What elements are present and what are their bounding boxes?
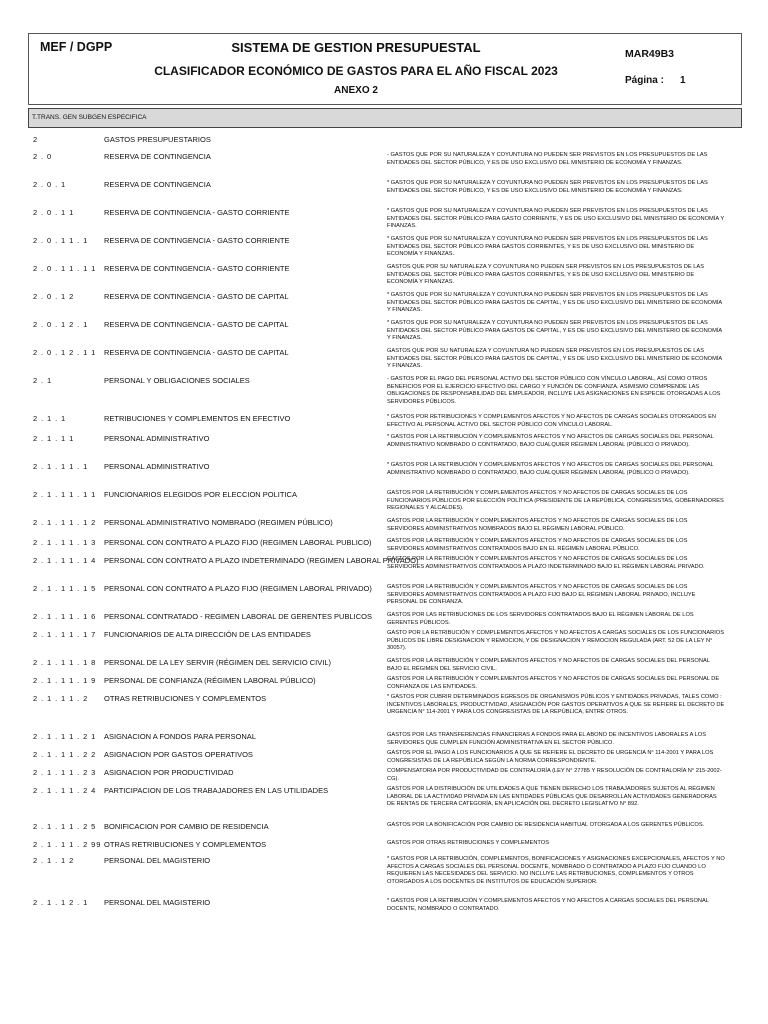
row-name: RESERVA DE CONTINGENCIA - GASTO DE CAPITAL xyxy=(104,348,289,357)
row-description: GASTOS POR LA RETRIBUCIÓN Y COMPLEMENTOS AFECTOS Y NO AFECTOS DE CARGAS SOCIALES DE LOS SERVIDORES ADMINISTRATIVOS NOMBRADOS BAJO EL RÉGIMEN LABORAL PÚBLICO. xyxy=(387,518,688,532)
report-code: MAR49B3 xyxy=(625,48,675,60)
row-name: PERSONAL CON CONTRATO A PLAZO INDETERMINADO (REGIMEN LABORAL PRIVADO) xyxy=(104,556,419,565)
row-description: GASTOS POR LA BONIFICACIÓN POR CAMBIO DE RESIDENCIA HABITUAL OTORGADA A LOS GERENTES PÚBLICOS. xyxy=(387,822,705,828)
row-name: ASIGNACION POR PRODUCTIVIDAD xyxy=(104,768,234,777)
row-code: 2 . 0 . 1 1 . 1 xyxy=(33,236,89,245)
row-code: 2 . 0 . 1 xyxy=(33,180,67,189)
row-name: FUNCIONARIOS DE ALTA DIRECCIÓN DE LAS ENTIDADES xyxy=(104,630,311,639)
row-description: GASTOS POR LA RETRIBUCIÓN Y COMPLEMENTOS AFECTOS Y NO AFECTOS DE CARGAS SOCIALES DE LOS SERVIDORES ADMINISTRATIVOS CONTRATADOS A PLAZO FIJO BAJO EL RÉGIMEN LABORAL PRIVADO, INCLUYE PERSONAL DE CONFIANZA. xyxy=(387,584,696,605)
row-description: * GASTOS POR RETRIBUCIONES Y COMPLEMENTOS AFECTOS Y NO AFECTOS DE CARGAS SOCIALES OTORGADOS EN EFECTIVO AL PERSONAL ACTIVO DEL SECTOR PÚBLICO CON VÍNCULO LABORAL. xyxy=(387,414,717,428)
row-description: GASTOS POR EL PAGO A LOS FUNCIONARIOS A QUE SE REFIERE EL DECRETO DE URGENCIA N° 114-2001 Y PARA LOS CONGRESISTAS DE LA REPÚBLICA SEGÚN LA NORMA CORRESPONDIENTE. xyxy=(387,750,714,764)
row-name: ASIGNACION POR GASTOS OPERATIVOS xyxy=(104,750,253,759)
row-code: 2 . 1 . 1 1 . 2 2 xyxy=(33,750,97,759)
row-description: GASTOS POR LAS TRANSFERENCIAS FINANCIERAS A FONDOS PARA EL ABONO DE INCENTIVOS LABORALES A LOS SERVIDORES QUE CUMPLEN FUNCIÓN ADMINISTRATIVA EN EL SECTOR PÚBLICO. xyxy=(387,732,707,746)
row-code: 2 . 1 . 1 1 . 1 1 xyxy=(33,490,97,499)
page-number: 1 xyxy=(680,75,686,86)
row-code: 2 xyxy=(33,135,39,144)
row-description: GASTOS QUE POR SU NATURALEZA Y COYUNTURA NO PUEDEN SER PREVISTOS EN LOS PRESUPUESTOS DE LAS ENTIDADES DEL SECTOR PÚBLICO PARA GASTOS DE CAPITAL, Y ES DE USO EXCLUSIVO DEL MINISTERIO DE ECONOMÍA Y FINANZAS. xyxy=(387,348,722,369)
row-code: 2 . 0 xyxy=(33,152,53,161)
row-code: 2 . 1 . 1 1 . 2 5 xyxy=(33,822,97,831)
row-name: PERSONAL ADMINISTRATIVO NOMBRADO (REGIMEN PÚBLICO) xyxy=(104,518,333,527)
row-name: PERSONAL DE CONFIANZA (RÉGIMEN LABORAL PÚBLICO) xyxy=(104,676,316,685)
row-code: 2 . 1 . 1 1 . 2 99 xyxy=(33,840,102,849)
row-description: * GASTOS QUE POR SU NATURALEZA Y COYUNTURA NO PUEDEN SER PREVISTOS EN LOS PRESUPUESTOS DE LAS ENTIDADES DEL SECTOR PÚBLICO PARA GASTOS DE CAPITAL, Y ES DE USO EXCLUSIVO DEL MINISTERIO DE ECONOMÍA Y FINANZAS. xyxy=(387,320,722,341)
row-description: GASTOS POR LA RETRIBUCIÓN Y COMPLEMENTOS AFECTOS Y NO AFECTOS DE CARGAS SOCIALES DEL PERSONAL BAJO EL RÉGIMEN DEL SERVICIO CIVIL. xyxy=(387,658,710,672)
page-label: Página : xyxy=(625,75,664,86)
row-code: 2 . 1 . 1 1 . 1 7 xyxy=(33,630,97,639)
row-description: GASTO POR LA RETRIBUCIÓN Y COMPLEMENTOS AFECTOS Y NO AFECTOS A CARGAS SOCIALES DE LOS FUNCIONARIOS PÚBLICOS DE LIBRE DESIGNACION Y REMOCION, Y DE DESIGNACION Y REMOCION REGULADA (ART. 52 DE LA LEY N° 30057). xyxy=(387,630,725,651)
row-code: 2 . 1 . 1 1 . 1 5 xyxy=(33,584,97,593)
row-code: 2 . 1 . 1 xyxy=(33,414,67,423)
row-code: 2 . 1 . 1 1 . 2 4 xyxy=(33,786,97,795)
row-name: RESERVA DE CONTINGENCIA - GASTO DE CAPITAL xyxy=(104,320,289,329)
row-name: PERSONAL DE LA LEY SERVIR (RÉGIMEN DEL SERVICIO CIVIL) xyxy=(104,658,332,667)
row-name: RESERVA DE CONTINGENCIA - GASTO CORRIENTE xyxy=(104,264,290,273)
row-name: GASTOS PRESUPUESTARIOS xyxy=(104,135,211,144)
row-name: PERSONAL DEL MAGISTERIO xyxy=(104,898,211,907)
row-description: * GASTOS QUE POR SU NATURALEZA Y COYUNTURA NO PUEDEN SER PREVISTOS EN LOS PRESUPUESTOS DE LAS ENTIDADES DEL SECTOR PÚBLICO PARA GASTOS DE CAPITAL, Y ES DE USO EXCLUSIVO DEL MINISTERIO DE ECONOMÍA Y FINANZAS. xyxy=(387,292,722,313)
row-name: RESERVA DE CONTINGENCIA xyxy=(104,152,211,161)
row-description: GASTOS POR LA RETRIBUCIÓN Y COMPLEMENTOS AFECTOS Y NO AFECTOS DE CARGAS SOCIALES DE LOS SERVIDORES ADMINISTRATIVOS CONTRATADOS BAJO EN EL RÉGIMEN LABORAL PÚBLICO. xyxy=(387,538,688,552)
row-description: GASTOS POR LAS RETRIBUCIONES DE LOS SERVIDORES CONTRATADOS BAJO EL RÉGIMEN LABORAL DE LOS GERENTES PÚBLICOS. xyxy=(387,612,694,626)
row-description: - GASTOS POR EL PAGO DEL PERSONAL ACTIVO DEL SECTOR PÚBLICO CON VÍNCULO LABORAL, ASÍ COMO OTROS BENEFICIOS POR EL EJERCICIO EFECTIVO DEL CARGO Y FUNCIÓN DE CONFIANZA. ASIMISMO COMPRENDE LAS OBLIGACIONES DE RESPONSABILIDAD DEL EMPLEADOR, INCLUYE LAS ASIGNACIONES EN ESPECIE OTORGADAS A LOS SERVIDORES PÚBLICOS. xyxy=(387,376,721,405)
row-name: RESERVA DE CONTINGENCIA - GASTO DE CAPITAL xyxy=(104,292,289,301)
row-name: BONIFICACION POR CAMBIO DE RESIDENCIA xyxy=(104,822,269,831)
row-name: PERSONAL CON CONTRATO A PLAZO FIJO (REGIMEN LABORAL PUBLICO) xyxy=(104,538,372,547)
row-code: 2 . 1 . 1 1 . 1 6 xyxy=(33,612,97,621)
row-code: 2 . 1 . 1 1 . 1 xyxy=(33,462,89,471)
row-name: OTRAS RETRIBUCIONES Y COMPLEMENTOS xyxy=(104,694,267,703)
row-code: 2 . 1 . 1 1 xyxy=(33,434,75,443)
row-name: PERSONAL Y OBLIGACIONES SOCIALES xyxy=(104,376,250,385)
row-code: 2 . 0 . 1 2 . 1 xyxy=(33,320,89,329)
row-code: 2 . 0 . 1 2 . 1 1 xyxy=(33,348,97,357)
row-description: * GASTOS QUE POR SU NATURALEZA Y COYUNTURA NO PUEDEN SER PREVISTOS EN LOS PRESUPUESTOS DE LAS ENTIDADES DEL SECTOR PÚBLICO PARA GASTO CORRIENTE, Y ES DE USO EXCLUSIVO DEL MINISTERIO DE ECONOMÍA Y FINANZAS. xyxy=(387,208,725,229)
row-description: * GASTOS POR LA RETRIBUCIÓN Y COMPLEMENTOS AFECTOS Y NO AFECTOS DE CARGAS SOCIALES DEL PERSONAL ADMINISTRATIVO NOMBRADO O CONTRATADO, BAJO CUALQUIER RÉGIMEN LABORAL (PÚBLICO O PRIVADO). xyxy=(387,462,714,476)
row-name: PARTICIPACION DE LOS TRABAJADORES EN LAS UTILIDADES xyxy=(104,786,329,795)
row-name: PERSONAL ADMINISTRATIVO xyxy=(104,462,210,471)
row-description: * GASTOS POR LA RETRIBUCIÓN Y COMPLEMENTOS AFECTOS Y NO AFECTOS A CARGAS SOCIALES DEL PERSONAL DOCENTE, NOMBRADO O CONTRATADO. xyxy=(387,898,709,912)
row-description: * GASTOS QUE POR SU NATURALEZA Y COYUNTURA NO PUEDEN SER PREVISTOS EN LOS PRESUPUESTOS DE LAS ENTIDADES DEL SECTOR PÚBLICO PARA GASTOS CORRIENTES, Y ES DE USO EXCLUSIVO DEL MINISTERIO DE ECONOMÍA Y FINANZAS. xyxy=(387,236,708,257)
row-description: GASTOS QUE POR SU NATURALEZA Y COYUNTURA NO PUEDEN SER PREVISTOS EN LOS PRESUPUESTOS DE LAS ENTIDADES DEL SECTOR PÚBLICO PARA GASTOS CORRIENTES, Y ES DE USO EXCLUSIVO DEL MINISTERIO DE ECONOMÍA Y FINANZAS. xyxy=(387,264,704,285)
report-title: SISTEMA DE GESTION PRESUPUESTAL xyxy=(231,40,481,55)
row-code: 2 . 1 . 1 2 . 1 xyxy=(33,898,89,907)
row-description: * GASTOS POR LA RETRIBUCIÓN Y COMPLEMENTOS AFECTOS Y NO AFECTOS DE CARGAS SOCIALES DEL PERSONAL ADMINISTRATIVO NOMBRADO O CONTRATADO, BAJO CUALQUIER RÉGIMEN LABORAL (PÚBLICO O PRIVADO). xyxy=(387,434,714,448)
row-code: 2 . 0 . 1 1 . 1 1 xyxy=(33,264,97,273)
row-description: GASTOS POR LA RETRIBUCIÓN Y COMPLEMENTOS AFECTOS Y NO AFECTOS DE CARGAS SOCIALES DE LOS SERVIDORES ADMINISTRATIVOS CONTRATADOS A PLAZO INDETERMINADO BAJO EL RÉGIMEN LABORAL PRIVADO. xyxy=(387,556,705,570)
row-description: * GASTOS QUE POR SU NATURALEZA Y COYUNTURA NO PUEDEN SER PREVISTOS EN LOS PRESUPUESTOS DE LAS ENTIDADES DEL SECTOR PÚBLICO, Y ES DE USO EXCLUSIVO DEL MINISTERIO DE ECONOMÍA Y FINANZAS. xyxy=(387,180,708,194)
row-code: 2 . 1 . 1 1 . 1 4 xyxy=(33,556,97,565)
row-code: 2 . 1 . 1 2 xyxy=(33,856,75,865)
row-name: PERSONAL CON CONTRATO A PLAZO FIJO (REGIMEN LABORAL PRIVADO) xyxy=(104,584,372,593)
row-description: GASTOS POR LA DISTRIBUCIÓN DE UTILIDADES A QUE TIENEN DERECHO LOS TRABAJADORES SUJETOS AL RÉGIMEN LABORAL DE LA ACTIVIDAD PRIVADA EN LAS ENTIDADES PÚBLICAS QUE DESARROLLAN ACTIVIDADES GENERADORAS DE RENTAS DE TERCERA CATEGORÍA, EN APLICACIÓN DEL DECRETO LEGISLATIVO N° 892. xyxy=(387,786,717,807)
row-code: 2 . 1 . 1 1 . 1 9 xyxy=(33,676,97,685)
row-name: OTRAS RETRIBUCIONES Y COMPLEMENTOS xyxy=(104,840,267,849)
row-name: ASIGNACION A FONDOS PARA PERSONAL xyxy=(104,732,256,741)
row-description: * GASTOS POR CUBRIR DETERMINADOS EGRESOS DE ORGANISMOS PÚBLICOS Y ENTIDADES PRIVADAS, TALES COMO : INCENTIVOS LABORALES, PRODUCTIVIDAD, ASIGNACIÓN POR GASTOS OPERATIVOS A QUE SE REFIERE EL DECRETO DE URGENCIA N° 114-2001 Y PARA LOS CONGRESISTAS DE LA REPÚBLICA, ENTRE OTROS. xyxy=(387,694,725,715)
row-code: 2 . 1 . 1 1 . 1 8 xyxy=(33,658,97,667)
row-name: FUNCIONARIOS ELEGIDOS POR ELECCION POLITICA xyxy=(104,490,297,499)
row-name: PERSONAL DEL MAGISTERIO xyxy=(104,856,211,865)
row-code: 2 . 1 . 1 1 . 1 3 xyxy=(33,538,97,547)
row-name: RESERVA DE CONTINGENCIA xyxy=(104,180,211,189)
report-subtitle: CLASIFICADOR ECONÓMICO DE GASTOS PARA EL AÑO FISCAL 2023 xyxy=(154,64,558,78)
row-description: GASTOS POR OTRAS RETRIBUCIONES Y COMPLEMENTOS xyxy=(387,840,550,846)
row-code: 2 . 0 . 1 2 xyxy=(33,292,75,301)
column-header-bar: T.TRANS. GEN SUBGEN ESPECIFICA xyxy=(28,108,742,128)
row-code: 2 . 1 xyxy=(33,376,53,385)
row-description: GASTOS POR LA RETRIBUCIÓN Y COMPLEMENTOS AFECTOS Y NO AFECTOS DE CARGAS SOCIALES DE LOS FUNCIONARIOS PÚBLICOS POR ELECCIÓN POLÍTICA (PRESIDENTE DE LA REPÚBLICA, CONGRESISTAS, GOBERNADORES REGIONALES Y ALCALDES). xyxy=(387,490,724,511)
row-name: PERSONAL CONTRATADO - REGIMEN LABORAL DE GERENTES PUBLICOS xyxy=(104,612,372,621)
row-description: * GASTOS POR LA RETRIBUCIÓN, COMPLEMENTOS, BONIFICACIONES Y ASIGNACIONES EXCEPCIONALES, AFECTOS Y NO AFECTOS A CARGAS SOCIALES DEL PERSONAL DOCENTE, NOMBRADO O CONTRATADO A PLAZO FIJO CUANDO LO REQUIEREN LAS NECESIDADES DEL SERVICIO. NO INCLUYE LAS RETRIBUCIONES, COMPLEMENTOS Y OTROS OTORGADOS A LOS DOCENTES DE INSTITUTOS DE EDUCACIÓN SUPERIOR. xyxy=(387,856,725,885)
row-code: 2 . 1 . 1 1 . 2 1 xyxy=(33,732,97,741)
row-description: - GASTOS QUE POR SU NATURALEZA Y COYUNTURA NO PUEDEN SER PREVISTOS EN LOS PRESUPUESTOS DE LAS ENTIDADES DEL SECTOR PÚBLICO, Y ES DE USO EXCLUSIVO DEL MINISTERIO DE ECONOMÍA Y FINANZAS. xyxy=(387,152,708,166)
row-name: RESERVA DE CONTINGENCIA - GASTO CORRIENTE xyxy=(104,208,290,217)
row-code: 2 . 1 . 1 1 . 1 2 xyxy=(33,518,97,527)
org-label: MEF / DGPP xyxy=(40,40,113,54)
row-code: 2 . 1 . 1 1 . 2 3 xyxy=(33,768,97,777)
row-name: PERSONAL ADMINISTRATIVO xyxy=(104,434,210,443)
row-description: GASTOS POR LA RETRIBUCIÓN Y COMPLEMENTOS AFECTOS Y NO AFECTOS DE CARGAS SOCIALES DEL PERSONAL DE CONFIANZA DE LAS ENTIDADES. xyxy=(387,676,720,690)
row-code: 2 . 0 . 1 1 xyxy=(33,208,75,217)
annex-label: ANEXO 2 xyxy=(334,85,378,96)
row-code: 2 . 1 . 1 1 . 2 xyxy=(33,694,89,703)
row-name: RESERVA DE CONTINGENCIA - GASTO CORRIENTE xyxy=(104,236,290,245)
row-name: RETRIBUCIONES Y COMPLEMENTOS EN EFECTIVO xyxy=(104,414,291,423)
row-description: COMPENSATORIA POR PRODUCTIVIDAD DE CONTRALORÍA (LEY N° 27785 Y RESOLUCIÓN DE CONTRALORÍA N° 215-2002-CG). xyxy=(387,768,722,782)
